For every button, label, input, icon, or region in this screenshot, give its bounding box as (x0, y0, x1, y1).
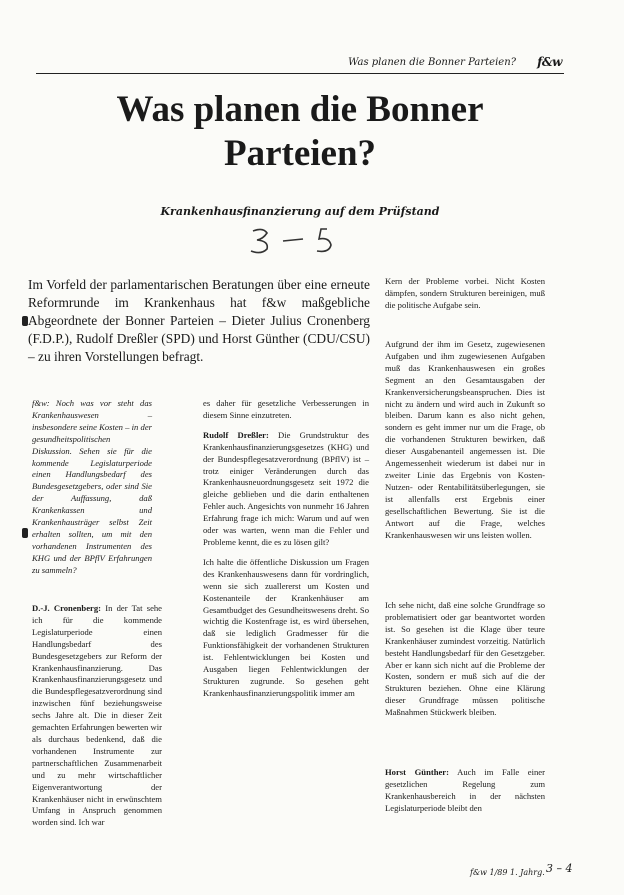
column-3-top-text: Kern der Probleme vorbei. Nicht Kosten dämpfen, sondern Strukturen bereinigen, muß die politische Aufgabe sein. (385, 276, 545, 310)
column-3-lower-text: Ich sehe nicht, daß eine solche Grundfrage so problematisiert oder gar beantwortet worden ist. So gesehen ist die Klage über teure Krankenhäuser zumindest vorzeitig. Natürlich besteht Handlungsbedarf für den Gesetzgeber. Aber er kann sich nicht auf die Probleme der Kosten, sondern er muß sich auf die der Strukturen beziehen. Ohne eine Klärung dieser Grundfrage müssen politische Maßnahmen Stückwerk bleiben. (385, 600, 545, 718)
handwritten-note-3-5 (245, 225, 365, 257)
column-3-bottom (385, 767, 545, 823)
column-3-lower (385, 600, 545, 727)
column-3-middle-text: Aufgrund der ihm im Gesetz, zugewiesenen Aufgaben und ihm zugewiesenen Aufgaben muß das Krankenhauswesen ein großes Segment an den Gesamtausgaben der Krankenversicherungsbeanspruchen. Dies ist nicht zu ändern und wird auch in Zukunft so bleiben. Darum kann es also nicht gehen, sondern es geht immer nur um die Frage, ob die vorhandenen Strukturen bewirken, daß dieser Ausgabenanteil angemessen ist. Die Angemessenheit wiederum ist dabei nur in zweiter Linie das Ergebnis von Kosten-Nutzen- oder Rentabilitätsüberlegungen, sie ist allenfalls erst Ergebnis einer gesellschaftlichen Bewertung. Sie ist die Antwort auf die Frage, welches Krankenhauswesen wir uns leisten wollen. (385, 339, 545, 540)
column-2 (203, 398, 369, 708)
scan-speck (22, 316, 28, 326)
running-header: Was planen die Bonner Parteien? (348, 57, 516, 68)
magazine-logo: f&w (537, 55, 562, 69)
footer-issue: f&w 1/89 1. Jahrg. (470, 868, 545, 877)
speaker-cronenberg: D.-J. Cronenberg: (32, 603, 101, 613)
header-rule (36, 73, 564, 74)
answer-cronenberg: In der Tat sehe ich für die kommende Legislaturperiode einen Handlungsbedarf des Bundesgesetzgebers zur Reform der Krankenhausfinanzierung. Das Krankenhausfinanzierungsgesetz und die Bundespflegesatzverordnung sind inzwischen fünf beziehungsweise sechs Jahre alt. Die in dieser Zeit gemachten Erfahrungen bewerten wir als durchaus bedenkend, daß die vorhandenen Instrumente zur partnerschaftlichen Zusammenarbeit und zu mehr wirtschaftlicher Eigenverantwortung der Krankenhäuser nicht in erwünschtem Umfang in Anspruch genommen worden sind. Ich war (32, 603, 163, 828)
speaker-guenther: Horst Günther: (385, 767, 449, 777)
article-title: Was planen die Bonner Parteien? (116, 89, 484, 174)
article-subtitle: Krankenhausfinanzierung auf dem Prüfstand (160, 205, 440, 218)
answer-dressler-cont: Ich halte die öffentliche Diskussion um Fragen des Krankenhauswesens dann für vordringlich, wenn sie sich zuallererst um Kosten und Kostenanteile der Krankenhäuser am Gesamtbudget des Gesundheitswesens dreht. So wichtig die Kostenfrage ist, es wird übersehen, daß sie lediglich Gradmesser für die Funktionsfähigkeit der vorhandenen Strukturen ist. Fehlentwicklungen bei Kosten und Ausgaben liegen Fehlentwicklungen der Strukturen zugrunde. So gesehen geht Krankenhausfinanzierungspolitik immer am (203, 556, 369, 698)
interview-question (32, 398, 152, 585)
question-text: f&w: Noch was vor steht das Krankenhauswesen – insbesondere seine Kosten – in der gesundheitspolitischen Diskussion. Sehen sie für die kommende Legislaturperiode einen Handlungsbedarf des Bundesgesetzgebers, oder sind Sie der Auffassung, daß Krankenkassen und Krankenhausträger selbst Zeit erhalten sollten, um mit den vorhandenen Instrumenten des KHG und der BPflV Erfahrungen zu sammeln? (32, 398, 152, 575)
answer-dressler: Die Grundstruktur des Krankenhausfinanzierungsgesetzes (KHG) und der Bundespflegesatzverordnung (BPflV) ist – trotz einiger Veränderungen durch das Krankenhausneuordnungsgesetz seit 1972 die gleiche geblieben und die darin enthaltenen Fehler auch. Angesichts von nunmehr 16 Jahren Erfahrung frage ich mich: Warum und auf wen oder was warten, wenn man die Fehler und Probleme kennt, die es zu lösen gilt? (203, 429, 369, 547)
scan-speck (22, 528, 28, 538)
column-2-intro: es daher für gesetzliche Verbesserungen in diesem Sinne einzutreten. (203, 398, 369, 420)
answer-guenther: Auch im Falle einer gesetzlichen Regelung zum Krankenhausbereich in der nächsten Legislaturperiode bleibt den (385, 767, 545, 813)
speaker-dressler: Rudolf Dreßler: (203, 429, 269, 440)
column-3-middle (385, 339, 545, 549)
column-1-answer (32, 603, 162, 837)
column-3-top (385, 276, 545, 320)
article-intro: Im Vorfeld der parlamentarischen Beratungen über eine erneute Reformrunde im Krankenhaus hat f&w maßgebliche Abgeordnete der Bonner Parteien – Dieter Julius Cronenberg (F.D.P.), Rudolf Dreßler (SPD) und Horst Günther (CDU/CSU) – zu ihren Vorstellungen befragt. (28, 277, 370, 364)
page-number: 3 – 4 (546, 862, 573, 875)
